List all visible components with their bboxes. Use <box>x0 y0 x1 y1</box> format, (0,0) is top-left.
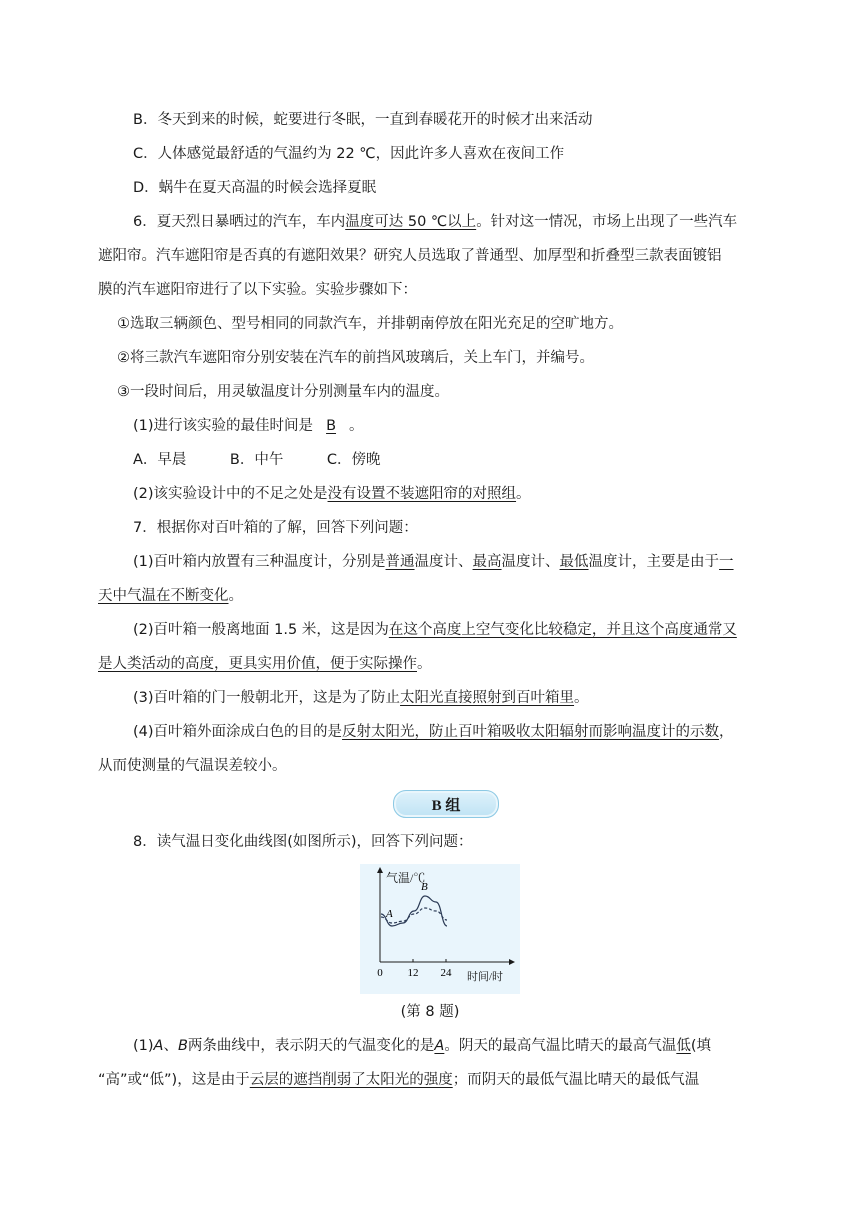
q6-part-1-answer: B <box>326 418 337 434</box>
q8-answer-curve: A <box>434 1038 445 1054</box>
q7-part-2-line-2: 是人类活动的高度，更具实用价值，便于实际操作。 <box>98 656 432 672</box>
q5-option-b: B．冬天到来的时候，蛇要进行冬眠，一直到春暖花开的时候才出来活动 <box>133 112 593 128</box>
temperature-chart-svg <box>360 864 520 994</box>
q7-part-1-line-2: 天中气温在不断变化。 <box>98 588 243 604</box>
q6-part-2-answer: 没有设置不装遮阳帘的对照组 <box>327 486 517 502</box>
q7-part-4-line-1: (4)百叶箱外面涂成白色的目的是反射太阳光，防止百叶箱吸收太阳辐射而影响温度计的示数， <box>133 724 734 740</box>
q7-part-1-line-1: (1)百叶箱内放置有三种温度计，分别是普通温度计、最高温度计、最低温度计，主要是由于一 <box>133 554 734 570</box>
x-tick-label: 12 <box>407 967 419 979</box>
q8-title: 8．读气温日变化曲线图(如图所示)，回答下列问题： <box>133 834 473 850</box>
q7-part-3: (3)百叶箱的门一般朝北开，这是为了防止太阳光直接照射到百叶箱里。 <box>133 690 589 706</box>
q6-line-1: 6．夏天烈日暴晒过的汽车，车内温度可达 50 ℃以上。针对这一情况，市场上出现了一些汽车 <box>133 214 738 230</box>
q8-part-1-line-2: “高”或“低”)，这是由于云层的遮挡削弱了太阳光的强度；而阴天的最低气温比晴天的最低气温 <box>98 1072 700 1088</box>
series-label-A: A <box>386 908 393 920</box>
q6-step-1: ①选取三辆颜色、型号相同的同款汽车，并排朝南停放在阳光充足的空旷地方。 <box>117 316 623 332</box>
q7-part-2-line-1: (2)百叶箱一般离地面 1.5 米，这是因为在这个高度上空气变化比较稳定，并且这个高度通常又 <box>133 622 737 638</box>
q6-line-3: 膜的汽车遮阳帘进行了以下实验。实验步骤如下： <box>98 282 417 298</box>
q6-part-2: (2)该实验设计中的不足之处是没有设置不装遮阳帘的对照组。 <box>133 486 531 502</box>
q5-option-d: D．蜗牛在夏天高温的时候会选择夏眠 <box>133 180 377 196</box>
series-label-B: B <box>421 881 428 893</box>
q8-part-1-line-1: (1)A、B两条曲线中，表示阴天的气温变化的是A。阴天的最高气温比晴天的最高气温低(填 <box>133 1038 712 1054</box>
y-axis-label: 气温/℃ <box>386 871 426 885</box>
q7-title: 7．根据你对百叶箱的了解，回答下列问题： <box>133 520 418 536</box>
q6-options: A．早晨 B．中午 C．傍晚 <box>133 452 381 468</box>
q5-option-c: C．人体感觉最舒适的气温约为 22 ℃，因此许多人喜欢在夜间工作 <box>133 146 565 162</box>
q6-part-1: (1)进行该实验的最佳时间是 B 。 <box>133 418 364 434</box>
temperature-chart <box>360 864 520 994</box>
q6-line-2: 遮阳帘。汽车遮阳帘是否真的有遮阳效果？研究人员选取了普通型、加厚型和折叠型三款表面镀铝 <box>98 248 722 264</box>
figure-caption: (第 8 题) <box>400 1004 460 1020</box>
x-tick-label: 0 <box>377 967 383 979</box>
x-tick-label: 24 <box>440 967 452 979</box>
q6-step-3: ③一段时间后，用灵敏温度计分别测量车内的温度。 <box>117 384 449 400</box>
q6-step-2: ②将三款汽车遮阳帘分别安装在汽车的前挡风玻璃后，关上车门，并编号。 <box>117 350 594 366</box>
q7-part-4-line-2: 从而使测量的气温误差较小。 <box>98 758 287 774</box>
group-b-badge: B 组 <box>393 790 499 818</box>
x-axis-label: 时间/时 <box>467 971 504 983</box>
q6-answer-underline: 温度可达 50 ℃以上 <box>345 214 477 230</box>
